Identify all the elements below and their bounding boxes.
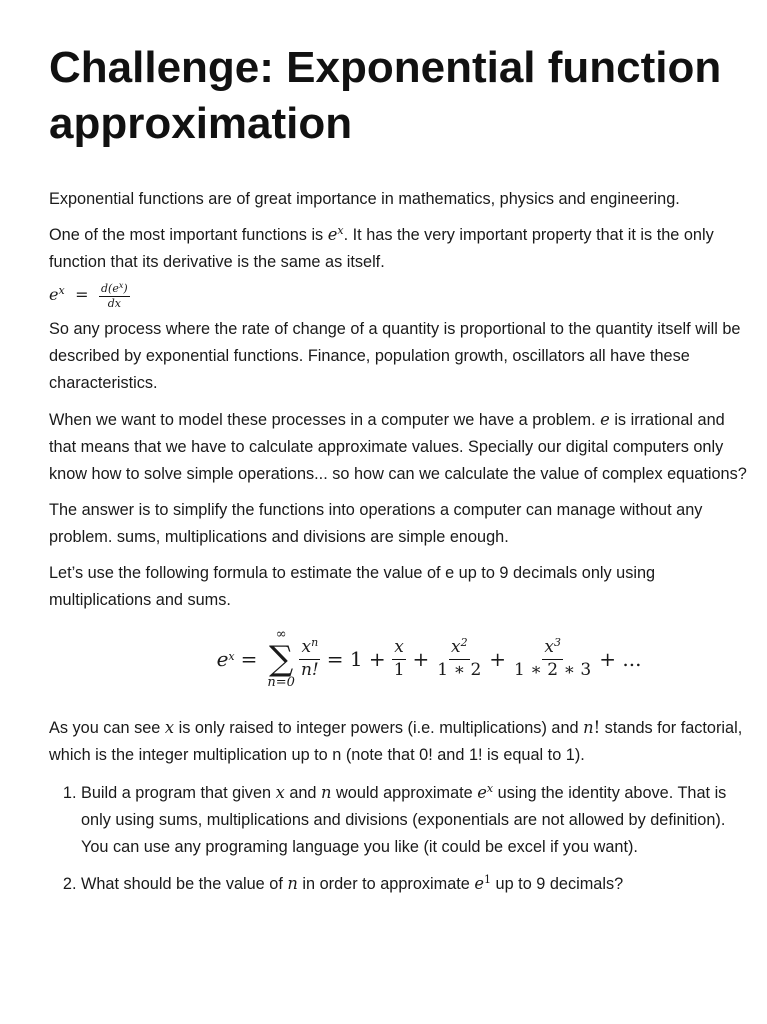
summation-symbol: ∞ ∑ n=0 [267,627,295,690]
rate-of-change-paragraph: So any process where the rate of change of a quantity is proportional to the quantity itself will be described by exponential functions. Finance, population growth, oscillators all have these characteristics. [49,320,741,392]
list-item: 1. Build a program that given x and n would approximate $e^x$ using the identity above. That is only using sums, multiplications and divisions (exponentials are not allowed by definition). You can use any programing language you like (it could be excel if you want). [81,779,749,861]
formula-intro-paragraph: Let’s use the following formula to estimate the value of e up to 9 decimals only using multiplications and sums. [49,564,656,609]
page-title: Challenge: Exponential function approximation [49,43,722,148]
ex-property-paragraph: One of the most important functions is $e^x$. It has the very important property that it is the only function that its derivative is the same as itself. [49,224,714,271]
model-problem-paragraph: When we want to model these processes in a computer we have a problem. e is irrational and that means that we have to calculate approximate values. Specially our digital computers only know how to solve simple operations... so how can we calculate the value of complex equations? [49,410,747,483]
derivative-formula: $e^x$ = $\frac{d(e^x)}{dx}$ [49,281,128,310]
list-item: 2. What should be the value of n in order to approximate $e^1$ up to 9 decimals? [81,870,749,898]
simplify-paragraph: The answer is to simplify the functions into operations a computer can manage without any problem. sums, multiplications and divisions are simple enough. [49,501,703,546]
math-e-x: $e^x$ [327,224,344,244]
factorial-paragraph: As you can see x is only raised to integer powers (i.e. multiplications) and n! stands for factorial, which is the integer multiplication up to n (note that 0! and 1! is equal to 1). [49,718,743,764]
task-list [49,779,749,898]
derivative-fraction: $\frac{d(e^x)}{dx}$ [101,281,128,310]
document-content [49,40,749,898]
intro-paragraph: Exponential functions are of great importance in mathematics, physics and engineering. [49,190,680,208]
series-formula: $e^x$ = ∞ ∑ n=0 $\frac{x^n}{n!}$ = 1 + $\frac{x}{1}$ + $\frac{x^2}{1 ∗ 2}$ + $\frac{x^3}{1 ∗ 2 ∗ 3}$ + ... [216,627,642,690]
